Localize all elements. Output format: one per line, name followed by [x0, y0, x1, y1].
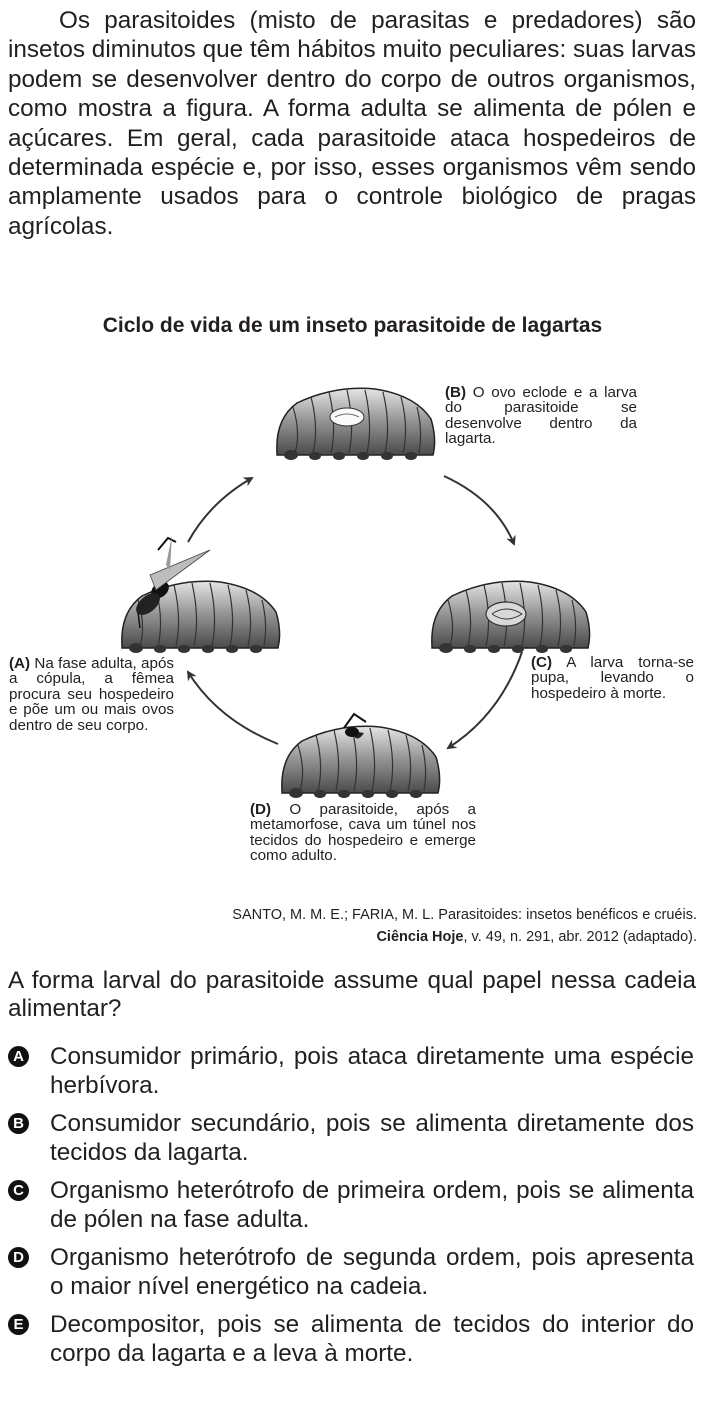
option-d[interactable] [8, 1243, 696, 1301]
option-d-badge: D [8, 1247, 29, 1268]
option-c-badge: C [8, 1180, 29, 1201]
option-b-badge: B [8, 1113, 29, 1134]
source-authors: SANTO, M. M. E.; FARIA, M. L. Parasitoides: insetos benéficos e cruéis. [232, 907, 697, 923]
caption-stage-a: (A) Na fase adulta, após a cópula, a fêmea procura seu hospedeiro e põe um ou mais ovos dentro de seu corpo. [9, 655, 174, 734]
source-details: , v. 49, n. 291, abr. 2012 (adaptado). [463, 929, 697, 945]
caption-stage-b: (B) O ovo eclode e a larva do parasitoide se desenvolve dentro da lagarta. [445, 384, 637, 448]
caterpillar-stage-c [432, 581, 590, 653]
life-cycle-figure [0, 360, 705, 890]
option-b-text: Consumidor secundário, pois se alimenta diretamente dos tecidos da lagarta. [50, 1110, 694, 1166]
source-journal-line [97, 926, 697, 948]
option-e-badge: E [8, 1314, 29, 1335]
arrow-a-to-b [188, 478, 252, 542]
option-c-text: Organismo heterótrofo de primeira ordem, pois se alimenta de pólen na fase adulta. [50, 1177, 694, 1233]
caterpillar-stage-d [282, 726, 440, 798]
question-text: A forma larval do parasitoide assume qual papel nessa cadeia alimentar? [8, 967, 696, 1022]
answer-options [8, 1042, 696, 1377]
option-d-text: Organismo heterótrofo de segunda ordem, pois apresenta o maior nível energético na cadeia. [50, 1244, 694, 1300]
source-journal: Ciência Hoje [376, 929, 464, 945]
intro-text: Os parasitoides (misto de parasitas e predadores) são insetos diminutos que têm hábitos muito peculiares: suas larvas podem se desenvolver dentro do corpo de outros organismos, como mostra a figura. A forma adulta se alimenta de pólen e açúcares. Em geral, cada parasitoide ataca hospedeiros de determinada espécie e, por isso, esses organismos vêm sendo amplamente usados para o controle biológico de pragas agrícolas. [8, 7, 696, 240]
figure-title: Ciclo de vida de um inseto parasitoide de lagartas [102, 314, 603, 337]
caterpillar-stage-a [122, 581, 280, 653]
option-b[interactable] [8, 1109, 696, 1167]
option-e-text: Decompositor, pois se alimenta de tecidos do interior do corpo da lagarta e a leva à morte. [50, 1311, 694, 1367]
option-c[interactable] [8, 1176, 696, 1234]
option-a-text: Consumidor primário, pois ataca diretamente uma espécie herbívora. [50, 1043, 694, 1099]
option-a[interactable] [8, 1042, 696, 1100]
arrow-c-to-d [448, 652, 522, 748]
arrow-d-to-a [188, 672, 278, 744]
source-citation [97, 904, 697, 948]
arrow-b-to-c [444, 476, 514, 544]
option-e[interactable] [8, 1310, 696, 1368]
caterpillar-stage-b [277, 388, 435, 460]
option-a-badge: A [8, 1046, 29, 1067]
caption-stage-c: (C) A larva torna-se pupa, levando o hospedeiro à morte. [531, 654, 694, 702]
caption-stage-d: (D) O parasitoide, após a metamorfose, cava um túnel nos tecidos do hospedeiro e emerge como adulto. [250, 801, 476, 865]
intro-paragraph [8, 6, 696, 241]
